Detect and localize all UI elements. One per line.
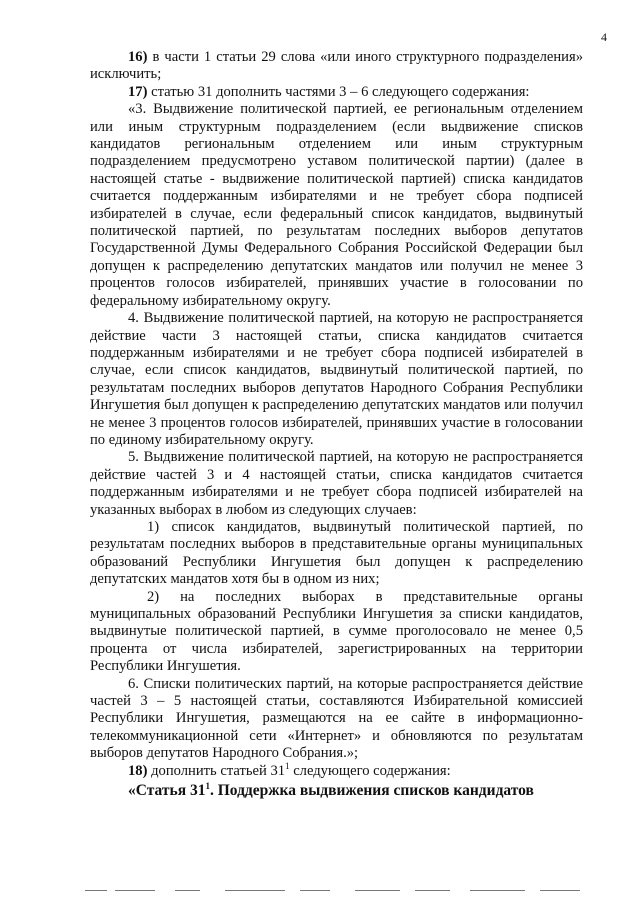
heading-prefix: «Статья 31 (128, 782, 206, 800)
superscript: 1 (285, 760, 290, 771)
heading-text: . Поддержка выдвижения списков кандидатов (209, 782, 534, 800)
page-number: 4 (601, 30, 607, 44)
item-18 (90, 760, 583, 780)
part-3: «3. Выдвижение политической партией, ее региональным отделением или иным структурным подразделением (если выдвижение списков кандидатов региональным отделением или иным структурным подразделением предусмотрено уставом политической партии) (далее в настоящей статье - выдвижение политической партией) списка кандидатов считается поддержанным избирателями и не требует сбора подписей избирателей в случае, если федеральный список кандидатов, выдвинутый политической партией, по результатам последних выборов депутатов Государственной Думы Федерального Собрания Российской Федерации был допущен к распределению депутатских мандатов или получил не менее 3 процентов голосов избирателей, принявших участие в голосовании по федеральному избирательному округу. (90, 101, 583, 309)
document-body (90, 49, 583, 799)
subitem-2: 2) на последних выборах в представительные органы муниципальных образований Республики Ингушетия за списки кандидатов, выдвинутые политической партией, в сумме проголосовало не менее 0,5 процента от числа избирателей, зарегистрированных на территории Республики Ингушетия. (90, 588, 583, 675)
item-text: дополнить статьей 31 (147, 762, 286, 779)
article-heading (90, 782, 583, 799)
item-number: 16) (128, 49, 148, 65)
subitem-1: 1) список кандидатов, выдвинутый политической партией, по результатам последних выборов в представительные органы муниципальных образований Республики Ингушетия был допущен к распределению депутатских мандатов хотя бы в одном из них; (90, 518, 583, 588)
item-text: статью 31 дополнить частями 3 – 6 следующего содержания: (147, 83, 530, 100)
item-number: 17) (128, 83, 148, 100)
part-5: 5. Выдвижение политической партией, на которую не распространяется действие частей 3 и 4 настоящей статьи, списка кандидатов считается поддержанным избирателями и не требует сбора подписей избирателей на указанных выборах в любом из следующих случаев: (90, 449, 583, 518)
part-4: 4. Выдвижение политической партией, на которую не распространяется действие части 3 настоящей статьи, списка кандидатов считается поддержанным избирателями и не требует сбора подписей избирателей в случае, если список кандидатов, выдвинутый политической партией, по результатам последних выборов депутатов Народного Собрания Республики Ингушетия был допущен к распределению депутатских мандатов или получил не менее 3 процентов голосов избирателей, принявших участие в голосовании по единому избирательному округу. (90, 310, 583, 448)
item-16 (90, 49, 583, 84)
item-text: в части 1 статьи 29 слова «или иного структурного подразделения» исключить; (90, 49, 583, 83)
item-text-tail: следующего содержания: (289, 762, 451, 779)
item-number: 18) (128, 762, 148, 779)
heading-superscript: 1 (205, 780, 210, 791)
item-17 (90, 84, 583, 101)
scan-edge-artifact (85, 890, 585, 893)
part-6: 6. Списки политических партий, на которые распространяется действие частей 3 – 5 настоящей статьи, составляются Избирательной комиссией Республики Ингушетия, размещаются на ее сайте в информационно-телекоммуникационной сети «Интернет» и обновляются по результатам выборов депутатов Народного Собрания.»; (90, 675, 583, 762)
